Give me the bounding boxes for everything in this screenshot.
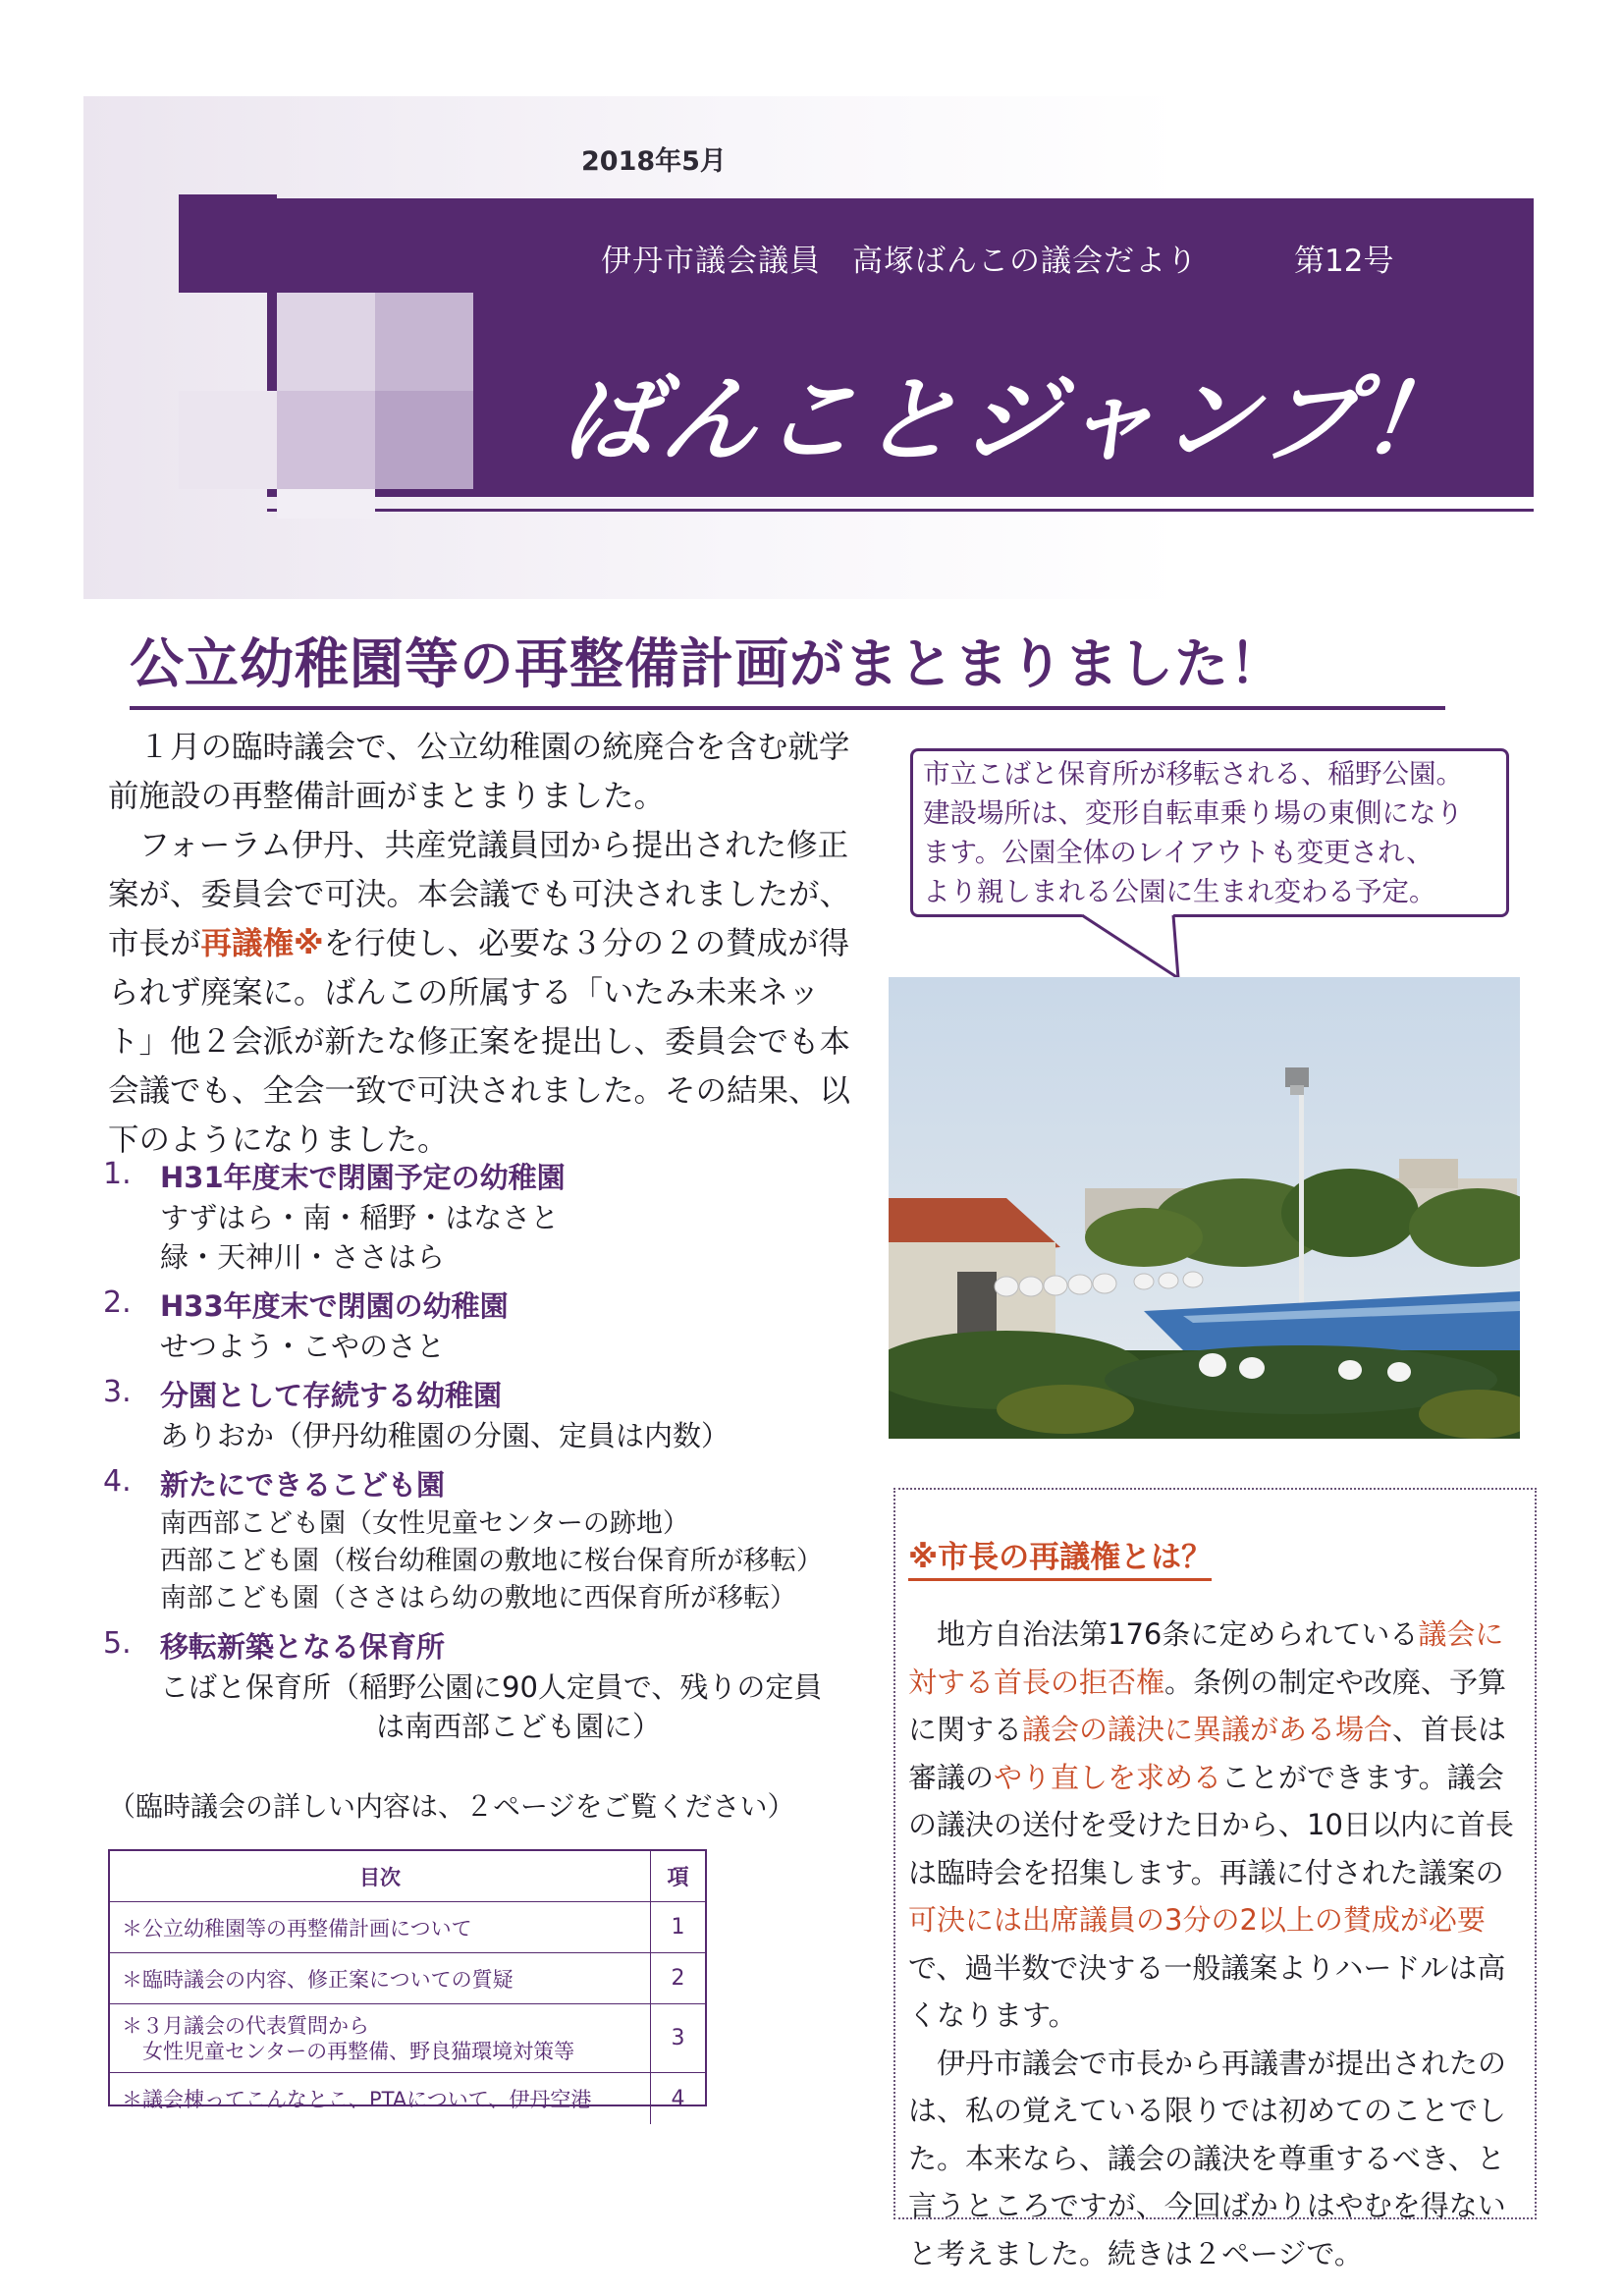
- toc-row-page: 2: [671, 1966, 685, 1991]
- toc-row[interactable]: [110, 2004, 705, 2073]
- toc-row-title: ＊公立幼稚園等の再整備計画について: [110, 1902, 651, 1952]
- explainer-text-segment: 地方自治法第176条に定められている: [937, 1617, 1419, 1651]
- bubble-text: [923, 754, 1507, 911]
- list-item-title: H33年度末で閉園の幼稚園: [160, 1289, 509, 1323]
- toc-row-page: 4: [671, 2086, 685, 2111]
- park-photo-image: [889, 977, 1520, 1439]
- intro-paragraph: １月の臨時議会で、公立幼稚園の統廃合を含む就学前施設の再整備計画がまとまりました。: [108, 730, 850, 814]
- bubble-line: より親しまれる公園に生まれ変わる予定。: [923, 876, 1436, 907]
- newsletter-logo: ばんことジャンプ！: [556, 365, 1471, 475]
- decor-square: [277, 489, 375, 519]
- issue-date: 2018年5月: [581, 146, 727, 177]
- toc-row-title: ＊臨時議会の内容、修正案についての質疑: [110, 1953, 651, 2003]
- toc-row-page: 3: [671, 2026, 685, 2050]
- toc-row-title-line: ＊３月議会の代表質問から: [122, 2013, 369, 2038]
- explainer-highlight: やり直しを求める: [994, 1760, 1222, 1794]
- issue-number: 第12号: [1294, 244, 1394, 279]
- toc-row-title: [110, 2004, 651, 2072]
- decor-square: [179, 391, 277, 489]
- list-number: 3.: [103, 1375, 132, 1409]
- intro-text-segment: を行使し、必要な３分の２の賛成が得られず廃案に。ばんこの所属する「いたみ未来ネット」他２会派が新たな修正案を提出し、委員会でも本会議でも、全会一致で可決されました。その結果、以下のようになりました。: [108, 926, 851, 1158]
- toc-row[interactable]: [110, 1902, 705, 1953]
- toc-header-row: [110, 1851, 705, 1902]
- toc-row-title: ＊議会棟ってこんなとこ、PTAについて、伊丹空港: [110, 2073, 651, 2124]
- bubble-line: 市立こばと保育所が移転される、稲野公園。: [923, 758, 1463, 790]
- explainer-paragraph: 伊丹市議会で市長から再議書が提出されたのは、私の覚えている限りでは初めてのことでした。本来なら、議会の議決を尊重するべき、と言うところですが、今回ばかりはやむを得ないと考えました。続きは２ページで。: [908, 2046, 1507, 2270]
- decor-square: [179, 194, 277, 293]
- list-item: [103, 1626, 869, 1746]
- toc-header-title: 目次: [110, 1851, 651, 1901]
- list-item-line: ありおか（伊丹幼稚園の分園、定員は内数）: [160, 1419, 730, 1452]
- list-item-title: 移転新築となる保育所: [160, 1630, 446, 1664]
- list-item-title: 分園として存続する幼稚園: [160, 1379, 503, 1412]
- list-item-line: せつよう・こやのさと: [160, 1330, 446, 1363]
- toc-row[interactable]: [110, 2073, 705, 2124]
- decor-square: [375, 391, 473, 489]
- toc-row-page: 1: [671, 1915, 685, 1940]
- list-item-line: すずはら・南・稲野・はなさと: [160, 1201, 560, 1234]
- park-photo: [889, 977, 1520, 1439]
- explainer-text-segment: 、首長は審議の: [908, 1713, 1507, 1794]
- explainer-text-segment: ことができます。議会の議決の送付を受けた日から、10日以内に首長は臨時会を招集します。再議に付された議案の: [908, 1760, 1514, 1889]
- explainer-text-segment: 。条例の制定や改廃、予算に関する: [908, 1665, 1507, 1746]
- list-item: [103, 1375, 869, 1455]
- explainer-text-segment: で、過半数で決する一般議案よりハードルは高くなります。: [908, 1950, 1506, 2032]
- intro-text: [108, 723, 864, 1165]
- list-item-line: 南部こども園（ささはら幼の敷地に西保育所が移転）: [160, 1583, 796, 1613]
- explainer-paragraph: [908, 1611, 1519, 2040]
- list-number: 2.: [103, 1285, 132, 1320]
- explainer-highlight: 可決には出席議員の3分の2以上の賛成が必要: [908, 1903, 1486, 1937]
- explainer-highlight: 議会に対する首長の拒否権: [908, 1617, 1504, 1699]
- list-item-line: は南西部こども園に）: [376, 1710, 662, 1743]
- reveto-explainer-title: ※市長の再議権とは？: [908, 1532, 1212, 1581]
- bubble-line: ます。公園全体のレイアウトも変更され、: [923, 837, 1434, 868]
- page-headline: 公立幼稚園等の再整備計画がまとまりました！: [130, 621, 1445, 710]
- decor-square: [375, 293, 473, 391]
- list-number: 4.: [103, 1464, 132, 1499]
- toc-header-page: 項: [667, 1866, 689, 1890]
- intro-paragraph: [108, 821, 864, 1165]
- reveto-term: 再議権※: [200, 926, 324, 961]
- intro-text-segment: フォーラム伊丹、共産党議員団から提出された修正案が、委員会で可決。本会議でも可決されましたが、市長が: [108, 828, 851, 961]
- header-underline: [267, 509, 1534, 512]
- list-item: [103, 1285, 869, 1366]
- list-item-line: 西部こども園（桜台幼稚園の敷地に桜台保育所が移転）: [160, 1546, 823, 1576]
- list-item: [103, 1464, 869, 1617]
- list-item: [103, 1157, 869, 1277]
- list-item-line: 緑・天神川・ささはら: [160, 1240, 446, 1274]
- list-item-line: 南西部こども園（女性児童センターの跡地）: [160, 1508, 689, 1539]
- list-number: 1.: [103, 1157, 132, 1191]
- table-of-contents: [108, 1849, 707, 2111]
- bubble-line: 建設場所は、変形自転車乗り場の東側になり: [923, 797, 1463, 829]
- list-item-line: こばと保育所（稲野公園に90人定員で、残りの定員: [160, 1670, 823, 1704]
- decor-square: [277, 391, 375, 489]
- list-number: 5.: [103, 1626, 132, 1661]
- toc-row-title-line: 女性児童センターの再整備、野良猫環境対策等: [122, 2039, 575, 2063]
- toc-row[interactable]: [110, 1953, 705, 2004]
- explainer-highlight: 議会の議決に異議がある場合: [1022, 1713, 1393, 1746]
- decor-square: [277, 293, 375, 391]
- list-item-title: H31年度末で閉園予定の幼稚園: [160, 1161, 566, 1194]
- newsletter-subtitle: 伊丹市議会議員 高塚ばんこの議会だより: [601, 244, 1198, 279]
- bubble-tail: [1080, 913, 1188, 982]
- list-item-title: 新たにできるこども園: [160, 1468, 446, 1502]
- plan-list: [103, 1157, 869, 1755]
- reveto-explainer-body: [908, 1611, 1519, 2277]
- details-note: （臨時議会の詳しい内容は、２ページをご覧ください）: [108, 1790, 795, 1823]
